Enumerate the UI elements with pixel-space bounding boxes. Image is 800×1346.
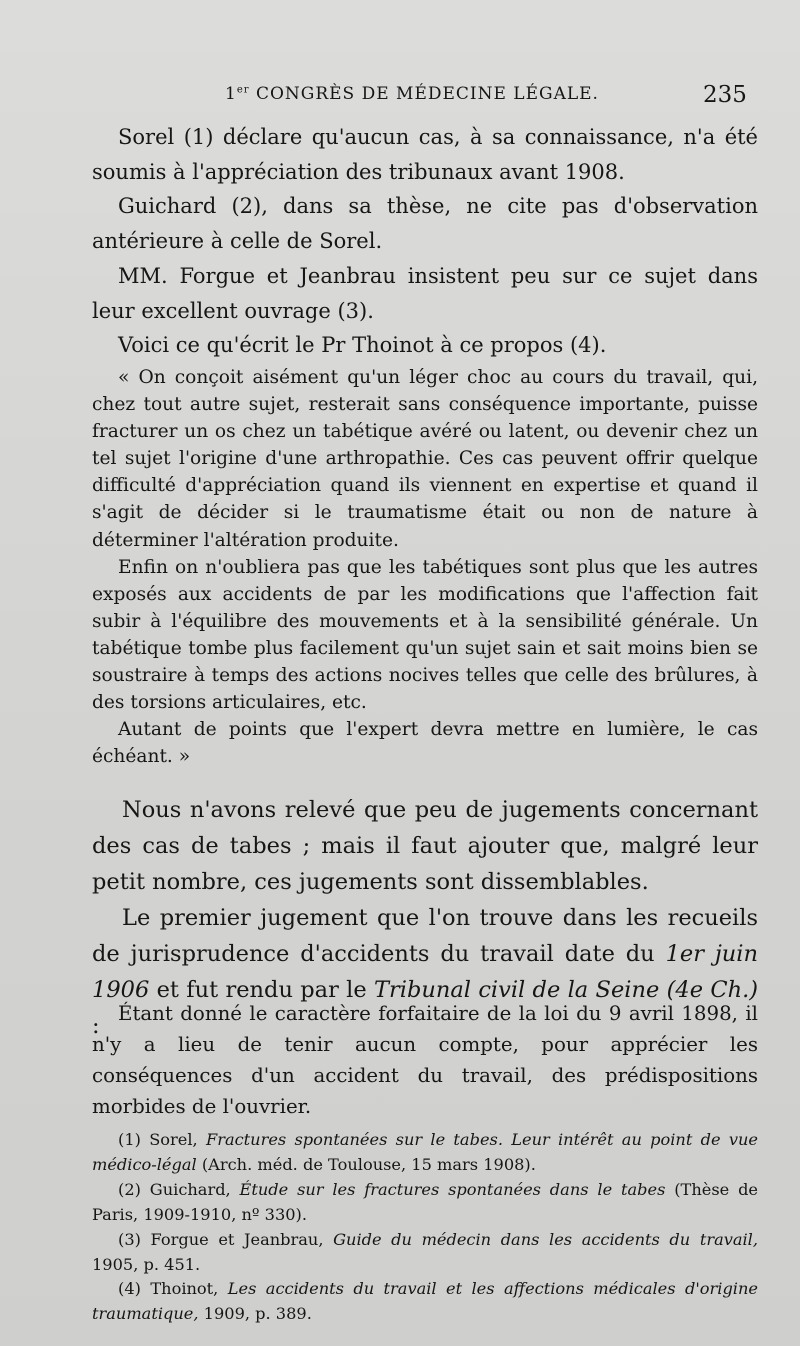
intro-paragraphs (92, 120, 758, 363)
quote-paragraph: Enfin on n'oubliera pas que les tabétiques sont plus que les autres exposés aux accidents de par les modifications que l'affection fait subir à l'équilibre des mouvements et à la sensibilité générale. Un tabétique tombe plus facilement qu'un sujet sain et sait moins bien se soustraire à temps des actions nocives telles que celle des brûlures, à des torsions articulaires, etc. (92, 556, 758, 714)
footnote: (1) Sorel, Fractures spontanées sur le tabes. Leur intérêt au point de vue médico-légal (Arch. méd. de Toulouse, 15 mars 1908). (92, 1130, 758, 1174)
court-chamber: (4e Ch.) (666, 977, 759, 1003)
quote-paragraph: Autant de points que l'expert devra mettre en lumière, le cas échéant. » (92, 719, 758, 768)
footnote: (3) Forgue et Jeanbrau, Guide du médecin dans les accidents du travail, 1905, p. 451. (92, 1229, 759, 1274)
footnote: (2) Guichard, Étude sur les fractures spontanées dans le tabes (Thèse de Paris, 1909-1910, nº 330). (92, 1179, 759, 1224)
quote-paragraph: « On conçoit aisément qu'un léger choc au cours du travail, qui, chez tout autre sujet, resterait sans conséquence importante, puisse fracturer un os chez un tabétique avéré ou latent, ou devenir chez un tel sujet l'origine d'une arthropathie. Ces cas peuvent offrir quelque difficulté d'appréciation quand ils viennent en expertise et quand il s'agit de décider si le traumatisme était ou non de nature à déterminer l'altération produite. (92, 367, 758, 551)
paragraph: Guichard (2), dans sa thèse, ne cite pas d'observation antérieure à celle de Sorel. (92, 194, 758, 254)
paragraph: Nous n'avons relevé que peu de jugements concernant des cas de tabes ; mais il faut ajouter que, malgré leur petit nombre, ces jugements sont dissemblables. (92, 797, 758, 895)
court-name: Tribunal civil de la Seine (374, 977, 660, 1003)
paragraph: Voici ce qu'écrit le Pr Thoinot à ce propos (4). (118, 333, 607, 358)
running-title: 1er CONGRÈS DE MÉDECINE LÉGALE. (225, 84, 599, 104)
footnotes (92, 1128, 758, 1327)
judgment-date: 1er juin 1906 (92, 941, 758, 1003)
page-number: 235 (703, 82, 747, 108)
judgment-text (92, 998, 758, 1122)
judgment-intro: Le premier jugement que l'on trouve dans les recueils de jurisprudence d'accidents du travail date du 1er juin 1906 et fut rendu par le Tribunal civil de la Seine (4e Ch.) : (92, 905, 759, 1039)
footnote: (4) Thoinot, Les accidents du travail et les affections médicales d'origine traumatique, 1909, p. 389. (92, 1279, 758, 1324)
running-header (0, 84, 800, 114)
judgment-paragraph: Étant donné le caractère forfaitaire de la loi du 9 avril 1898, il n'y a lieu de tenir aucun compte, pour apprécier les conséquences d'un accident du travail, des prédispositions morbides de l'ouvrier. (92, 1002, 758, 1118)
paragraph: Sorel (1) déclare qu'aucun cas, à sa connaissance, n'a été soumis à l'appréciation des tribunaux avant 1908. (92, 125, 758, 184)
quotation (92, 364, 758, 770)
paragraph: MM. Forgue et Jeanbrau insistent peu sur ce sujet dans leur excellent ouvrage (3). (92, 263, 758, 323)
